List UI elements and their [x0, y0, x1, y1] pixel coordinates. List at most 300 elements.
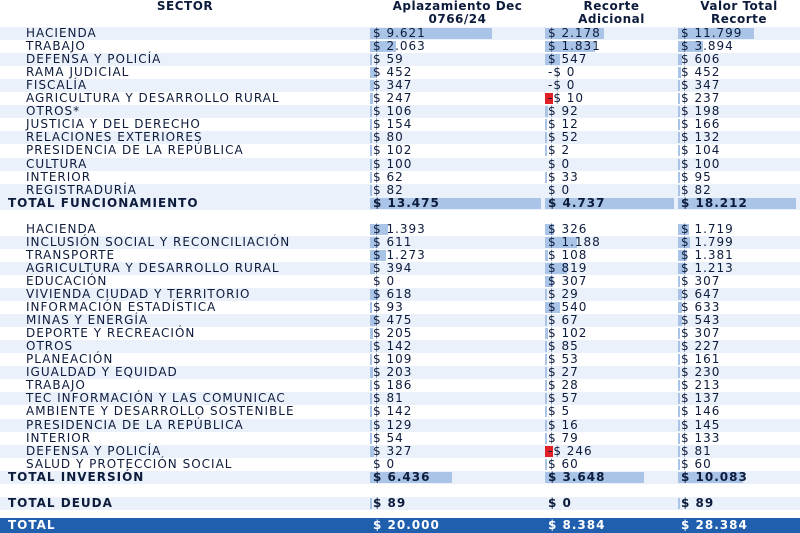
table-row	[0, 392, 800, 405]
data-bar	[370, 172, 372, 183]
cell-value: $ 307	[548, 273, 588, 288]
table-row	[0, 53, 800, 66]
value-cell-r	[545, 327, 678, 340]
value-cell-a	[370, 314, 545, 327]
value-cell-a	[370, 105, 545, 118]
cell-value: $ 9.621	[373, 26, 426, 40]
value-cell-v	[678, 405, 800, 418]
data-bar	[545, 459, 547, 470]
cell-value: $ 81	[681, 443, 712, 458]
value-cell-v	[678, 275, 800, 288]
table-row	[0, 105, 800, 118]
cell-value: $ 146	[681, 404, 721, 419]
value-cell-v	[678, 158, 800, 171]
value-cell-v	[678, 144, 800, 157]
cell-value: $ 475	[373, 313, 413, 328]
value-cell-r	[545, 392, 678, 405]
table-row	[0, 366, 800, 379]
table-row	[0, 419, 800, 432]
data-bar	[370, 145, 372, 156]
table-row	[0, 327, 800, 340]
sector-label: TOTAL DEUDA	[8, 495, 113, 510]
value-cell-r	[545, 366, 678, 379]
value-cell-r	[545, 66, 678, 79]
cell-value: $ 205	[373, 326, 413, 341]
value-cell-r	[545, 379, 678, 392]
cell-value: $ 540	[548, 300, 588, 315]
data-bar	[678, 93, 680, 104]
value-cell-a	[370, 158, 545, 171]
total-row	[0, 497, 800, 510]
cell-value: $ 57	[548, 391, 579, 406]
cell-value: $ 106	[373, 104, 413, 119]
grand-total-row	[0, 518, 800, 533]
data-bar	[370, 433, 372, 444]
data-bar	[545, 367, 547, 378]
value-cell-a	[370, 419, 545, 432]
value-cell-v	[678, 118, 800, 131]
value-cell-v	[678, 105, 800, 118]
data-bar	[678, 328, 680, 339]
cell-value: $ 20.000	[373, 518, 440, 532]
cell-value: $ 1.381	[681, 247, 734, 262]
table-row	[0, 158, 800, 171]
cell-value: $ 203	[373, 365, 413, 380]
sector-label: INFORMACIÓN ESTADÍSTICA	[26, 300, 217, 315]
cell-value: $ 347	[681, 78, 721, 93]
value-cell-a	[370, 236, 545, 249]
header-recorte-line2: Adicional	[578, 12, 645, 26]
value-cell-r	[545, 131, 678, 144]
sector-label: PLANEACIÓN	[26, 352, 114, 367]
header-aplazamiento	[370, 0, 545, 27]
value-cell-v	[678, 353, 800, 366]
cell-value: $ 1.799	[681, 234, 734, 249]
cell-value: $ 154	[373, 117, 413, 132]
table-row	[0, 405, 800, 418]
cell-value: $ 109	[373, 352, 413, 367]
cell-value: $ 198	[681, 104, 721, 119]
data-bar	[678, 446, 680, 457]
value-cell-a	[370, 301, 545, 314]
table-row	[0, 171, 800, 184]
value-cell-a	[370, 392, 545, 405]
sector-label: FISCALÍA	[26, 78, 88, 93]
table-row	[0, 458, 800, 471]
cell-value: $ 142	[373, 339, 413, 354]
sector-label: MINAS Y ENERGÍA	[26, 313, 149, 328]
value-cell-v	[678, 471, 800, 484]
value-cell-v	[678, 223, 800, 236]
value-cell-v	[678, 92, 800, 105]
cell-value: $ 142	[373, 404, 413, 419]
sector-label: INTERIOR	[26, 430, 92, 445]
value-cell-v	[678, 171, 800, 184]
cell-value: $ 28	[548, 378, 579, 393]
cell-value: $ 102	[548, 326, 588, 341]
header-recorte	[545, 0, 678, 27]
data-bar	[545, 119, 547, 130]
cell-value: $ 1.273	[373, 247, 426, 262]
header-valor	[678, 0, 800, 27]
value-cell-v	[678, 288, 800, 301]
value-cell-r	[545, 249, 678, 262]
value-cell-r	[545, 223, 678, 236]
cell-value: $ 11.799	[681, 26, 743, 40]
cell-value: $ 326	[548, 221, 588, 236]
cell-value: $ 0	[548, 156, 571, 171]
sector-label: PRESIDENCIA DE LA REPÚBLICA	[26, 143, 244, 158]
cell-value: $ 33	[548, 169, 579, 184]
table-row	[0, 445, 800, 458]
table-row	[0, 118, 800, 131]
sector-label: TRABAJO	[26, 39, 86, 54]
value-cell-v	[678, 392, 800, 405]
table-row	[0, 144, 800, 157]
value-cell-a	[370, 288, 545, 301]
cell-value: $ 29	[548, 287, 579, 301]
cell-value: $ 85	[548, 339, 579, 354]
cell-value: $ 95	[681, 169, 712, 184]
cell-value: $ 80	[373, 130, 404, 145]
value-cell-a	[370, 275, 545, 288]
cell-value: $ 52	[548, 130, 579, 145]
cell-value: -$ 0	[548, 78, 576, 93]
sector-label: TOTAL INVERSIÓN	[8, 469, 145, 484]
cell-value: $ 28.384	[681, 518, 748, 532]
cell-value: $ 102	[373, 143, 413, 158]
data-bar	[370, 380, 372, 391]
cell-value: $ 59	[373, 52, 404, 67]
value-cell-r	[545, 497, 678, 510]
sector-label: JUSTICIA Y DEL DERECHO	[26, 117, 201, 132]
data-bar	[678, 106, 680, 117]
data-bar	[545, 354, 547, 365]
value-cell-v	[678, 53, 800, 66]
cell-value: $ 0	[373, 456, 396, 471]
data-bar	[678, 367, 680, 378]
value-cell-v	[678, 497, 800, 510]
cell-value: $ 347	[373, 78, 413, 93]
value-cell-v	[678, 262, 800, 275]
data-bar	[370, 420, 372, 431]
value-cell-v	[678, 518, 800, 531]
cell-value: $ 394	[373, 260, 413, 275]
cell-value: $ 13.475	[373, 195, 440, 210]
data-bar	[678, 119, 680, 130]
value-cell-a	[370, 518, 545, 531]
data-bar	[678, 459, 680, 470]
cell-value: $ 129	[373, 417, 413, 432]
value-cell-v	[678, 249, 800, 262]
cell-value: $ 647	[681, 287, 721, 301]
value-cell-a	[370, 340, 545, 353]
value-cell-a	[370, 353, 545, 366]
data-bar	[678, 433, 680, 444]
value-cell-v	[678, 340, 800, 353]
cell-value: $ 327	[373, 443, 413, 458]
value-cell-a	[370, 497, 545, 510]
value-cell-a	[370, 249, 545, 262]
cell-value: $ 82	[373, 182, 404, 197]
cell-value: $ 547	[548, 52, 588, 67]
table-row	[0, 340, 800, 353]
sector-label: TOTAL FUNCIONAMIENTO	[8, 195, 199, 210]
cell-value: $ 16	[548, 417, 579, 432]
table-row	[0, 249, 800, 262]
data-bar	[678, 380, 680, 391]
cell-value: $ 186	[373, 378, 413, 393]
data-bar	[370, 185, 372, 196]
cell-value: $ 100	[681, 156, 721, 171]
data-bar	[545, 420, 547, 431]
sector-label: IGUALDAD Y EQUIDAD	[26, 365, 178, 380]
table-row	[0, 184, 800, 197]
value-cell-a	[370, 223, 545, 236]
cell-value: -$ 0	[548, 65, 576, 80]
value-cell-r	[545, 288, 678, 301]
cell-value: $ 618	[373, 287, 413, 301]
sector-label: PRESIDENCIA DE LA REPÚBLICA	[26, 417, 244, 432]
cell-value: $ 2.063	[373, 39, 426, 54]
value-cell-v	[678, 419, 800, 432]
data-bar	[370, 106, 372, 117]
data-bar	[678, 145, 680, 156]
cell-value: $ 81	[373, 391, 404, 406]
value-cell-v	[678, 40, 800, 53]
cell-value: $ 819	[548, 260, 588, 275]
cell-value: $ 0	[548, 182, 571, 197]
value-cell-a	[370, 262, 545, 275]
data-bar	[678, 393, 680, 404]
data-bar	[545, 341, 547, 352]
value-cell-r	[545, 144, 678, 157]
data-bar	[370, 132, 372, 143]
data-bar	[678, 354, 680, 365]
data-bar	[678, 132, 680, 143]
header-sector	[0, 0, 370, 20]
value-cell-a	[370, 40, 545, 53]
data-bar	[370, 159, 372, 170]
table-row	[0, 236, 800, 249]
data-bar	[370, 393, 372, 404]
sector-label: DEPORTE Y RECREACIÓN	[26, 326, 196, 341]
table-row	[0, 275, 800, 288]
cell-value: $ 133	[681, 430, 721, 445]
value-cell-a	[370, 327, 545, 340]
data-bar	[678, 276, 680, 287]
data-bar	[545, 145, 547, 156]
cell-value: $ 4.737	[548, 195, 606, 210]
data-bar	[678, 185, 680, 196]
cell-value: $ 452	[681, 65, 721, 80]
sector-label: INCLUSIÓN SOCIAL Y RECONCILIACIÓN	[26, 234, 291, 249]
value-cell-r	[545, 458, 678, 471]
cell-value: $ 60	[681, 456, 712, 471]
cell-value: $ 543	[681, 313, 721, 328]
cell-value: $ 12	[548, 117, 579, 132]
value-cell-a	[370, 66, 545, 79]
value-cell-a	[370, 131, 545, 144]
cell-value: $ 100	[373, 156, 413, 171]
cell-value: $ 92	[548, 104, 579, 119]
value-cell-r	[545, 353, 678, 366]
cell-value: $ 60	[548, 456, 579, 471]
cell-value: $ 247	[373, 91, 413, 106]
value-cell-r	[545, 518, 678, 531]
value-cell-v	[678, 458, 800, 471]
data-bar	[370, 119, 372, 130]
value-cell-r	[545, 79, 678, 92]
data-bar	[545, 393, 547, 404]
data-bar	[678, 159, 680, 170]
sector-label: AGRICULTURA Y DESARROLLO RURAL	[26, 91, 280, 106]
cell-value: $ 137	[681, 391, 721, 406]
cell-value: $ 230	[681, 365, 721, 380]
value-cell-a	[370, 53, 545, 66]
value-cell-r	[545, 301, 678, 314]
sector-label: INTERIOR	[26, 169, 92, 184]
sector-label: TEC INFORMACIÓN Y LAS COMUNICAC	[26, 391, 286, 406]
cell-value: $ 79	[548, 430, 579, 445]
value-cell-v	[678, 197, 800, 210]
data-bar	[545, 172, 547, 183]
value-cell-v	[678, 432, 800, 445]
value-cell-a	[370, 405, 545, 418]
value-cell-r	[545, 197, 678, 210]
cell-value: $ 1.188	[548, 234, 601, 249]
value-cell-r	[545, 92, 678, 105]
value-cell-v	[678, 301, 800, 314]
value-cell-r	[545, 184, 678, 197]
data-bar	[545, 406, 547, 417]
value-cell-a	[370, 458, 545, 471]
value-cell-a	[370, 92, 545, 105]
value-cell-a	[370, 471, 545, 484]
cell-value: $ 611	[373, 234, 413, 249]
sector-label: RAMA JUDICIAL	[26, 65, 130, 80]
cell-value: $ 307	[681, 326, 721, 341]
cell-value: $ 8.384	[548, 518, 606, 532]
value-cell-a	[370, 432, 545, 445]
data-bar	[545, 289, 547, 300]
value-cell-a	[370, 144, 545, 157]
data-bar	[370, 302, 372, 313]
cell-value: $ 1.213	[681, 260, 734, 275]
data-bar	[678, 420, 680, 431]
cell-value: $ 452	[373, 65, 413, 80]
value-cell-r	[545, 432, 678, 445]
sector-label: HACIENDA	[26, 26, 97, 40]
value-cell-r	[545, 445, 678, 458]
data-bar	[678, 341, 680, 352]
value-cell-r	[545, 419, 678, 432]
value-cell-r	[545, 158, 678, 171]
cell-value: $ 54	[373, 430, 404, 445]
sector-label: DEFENSA Y POLICÍA	[26, 52, 162, 67]
cell-value: $ 213	[681, 378, 721, 393]
value-cell-r	[545, 314, 678, 327]
cell-value: -$ 246	[548, 443, 593, 458]
data-bar	[678, 80, 680, 91]
header-aplazamiento-line1: Aplazamiento Dec	[392, 0, 523, 13]
sector-label: OTROS	[26, 339, 74, 354]
cell-value: $ 104	[681, 143, 721, 158]
data-bar	[370, 341, 372, 352]
cell-value: $ 0	[373, 273, 396, 288]
cell-value: $ 2	[548, 143, 571, 158]
sector-label: HACIENDA	[26, 221, 97, 236]
cell-value: -$ 10	[548, 91, 585, 106]
cell-value: $ 237	[681, 91, 721, 106]
cell-value: $ 1.831	[548, 39, 601, 54]
sector-label: TRABAJO	[26, 378, 86, 393]
value-cell-r	[545, 405, 678, 418]
value-cell-r	[545, 118, 678, 131]
data-bar	[678, 406, 680, 417]
table-row	[0, 353, 800, 366]
table-row	[0, 92, 800, 105]
value-cell-r	[545, 171, 678, 184]
cell-value: $ 5	[548, 404, 571, 419]
cell-value: $ 307	[681, 273, 721, 288]
cell-value: $ 606	[681, 52, 721, 67]
cell-value: $ 6.436	[373, 469, 431, 484]
data-bar	[545, 132, 547, 143]
value-cell-a	[370, 184, 545, 197]
cell-value: $ 27	[548, 365, 579, 380]
sector-label: AMBIENTE Y DESARROLLO SOSTENIBLE	[26, 404, 295, 419]
cell-value: $ 108	[548, 247, 588, 262]
sector-label: VIVIENDA CIUDAD Y TERRITORIO	[26, 287, 251, 301]
data-bar	[545, 315, 547, 326]
cell-value: $ 67	[548, 313, 579, 328]
header-valor-line2: Recorte	[710, 12, 768, 26]
data-bar	[370, 354, 372, 365]
cell-value: $ 53	[548, 352, 579, 367]
cell-value: $ 161	[681, 352, 721, 367]
total-row	[0, 197, 800, 210]
value-cell-r	[545, 262, 678, 275]
value-cell-v	[678, 379, 800, 392]
cell-value: $ 89	[681, 495, 715, 510]
cell-value: $ 18.212	[681, 195, 748, 210]
value-cell-v	[678, 79, 800, 92]
cell-value: $ 3.894	[681, 39, 734, 54]
value-cell-v	[678, 445, 800, 458]
data-bar	[370, 406, 372, 417]
table-row	[0, 262, 800, 275]
table-row	[0, 66, 800, 79]
value-cell-v	[678, 314, 800, 327]
header-recorte-line1: Recorte	[583, 0, 640, 13]
value-cell-r	[545, 340, 678, 353]
cell-value: $ 145	[681, 417, 721, 432]
data-bar	[545, 380, 547, 391]
cell-value: $ 227	[681, 339, 721, 354]
cell-value: $ 1.719	[681, 221, 734, 236]
data-bar	[370, 498, 372, 509]
data-bar	[545, 433, 547, 444]
value-cell-a	[370, 118, 545, 131]
table-row	[0, 27, 800, 40]
table-row	[0, 79, 800, 92]
value-cell-r	[545, 105, 678, 118]
value-cell-r	[545, 236, 678, 249]
value-cell-a	[370, 27, 545, 40]
sector-label: RELACIONES EXTERIORES	[26, 130, 203, 145]
sector-label: AGRICULTURA Y DESARROLLO RURAL	[26, 260, 280, 275]
